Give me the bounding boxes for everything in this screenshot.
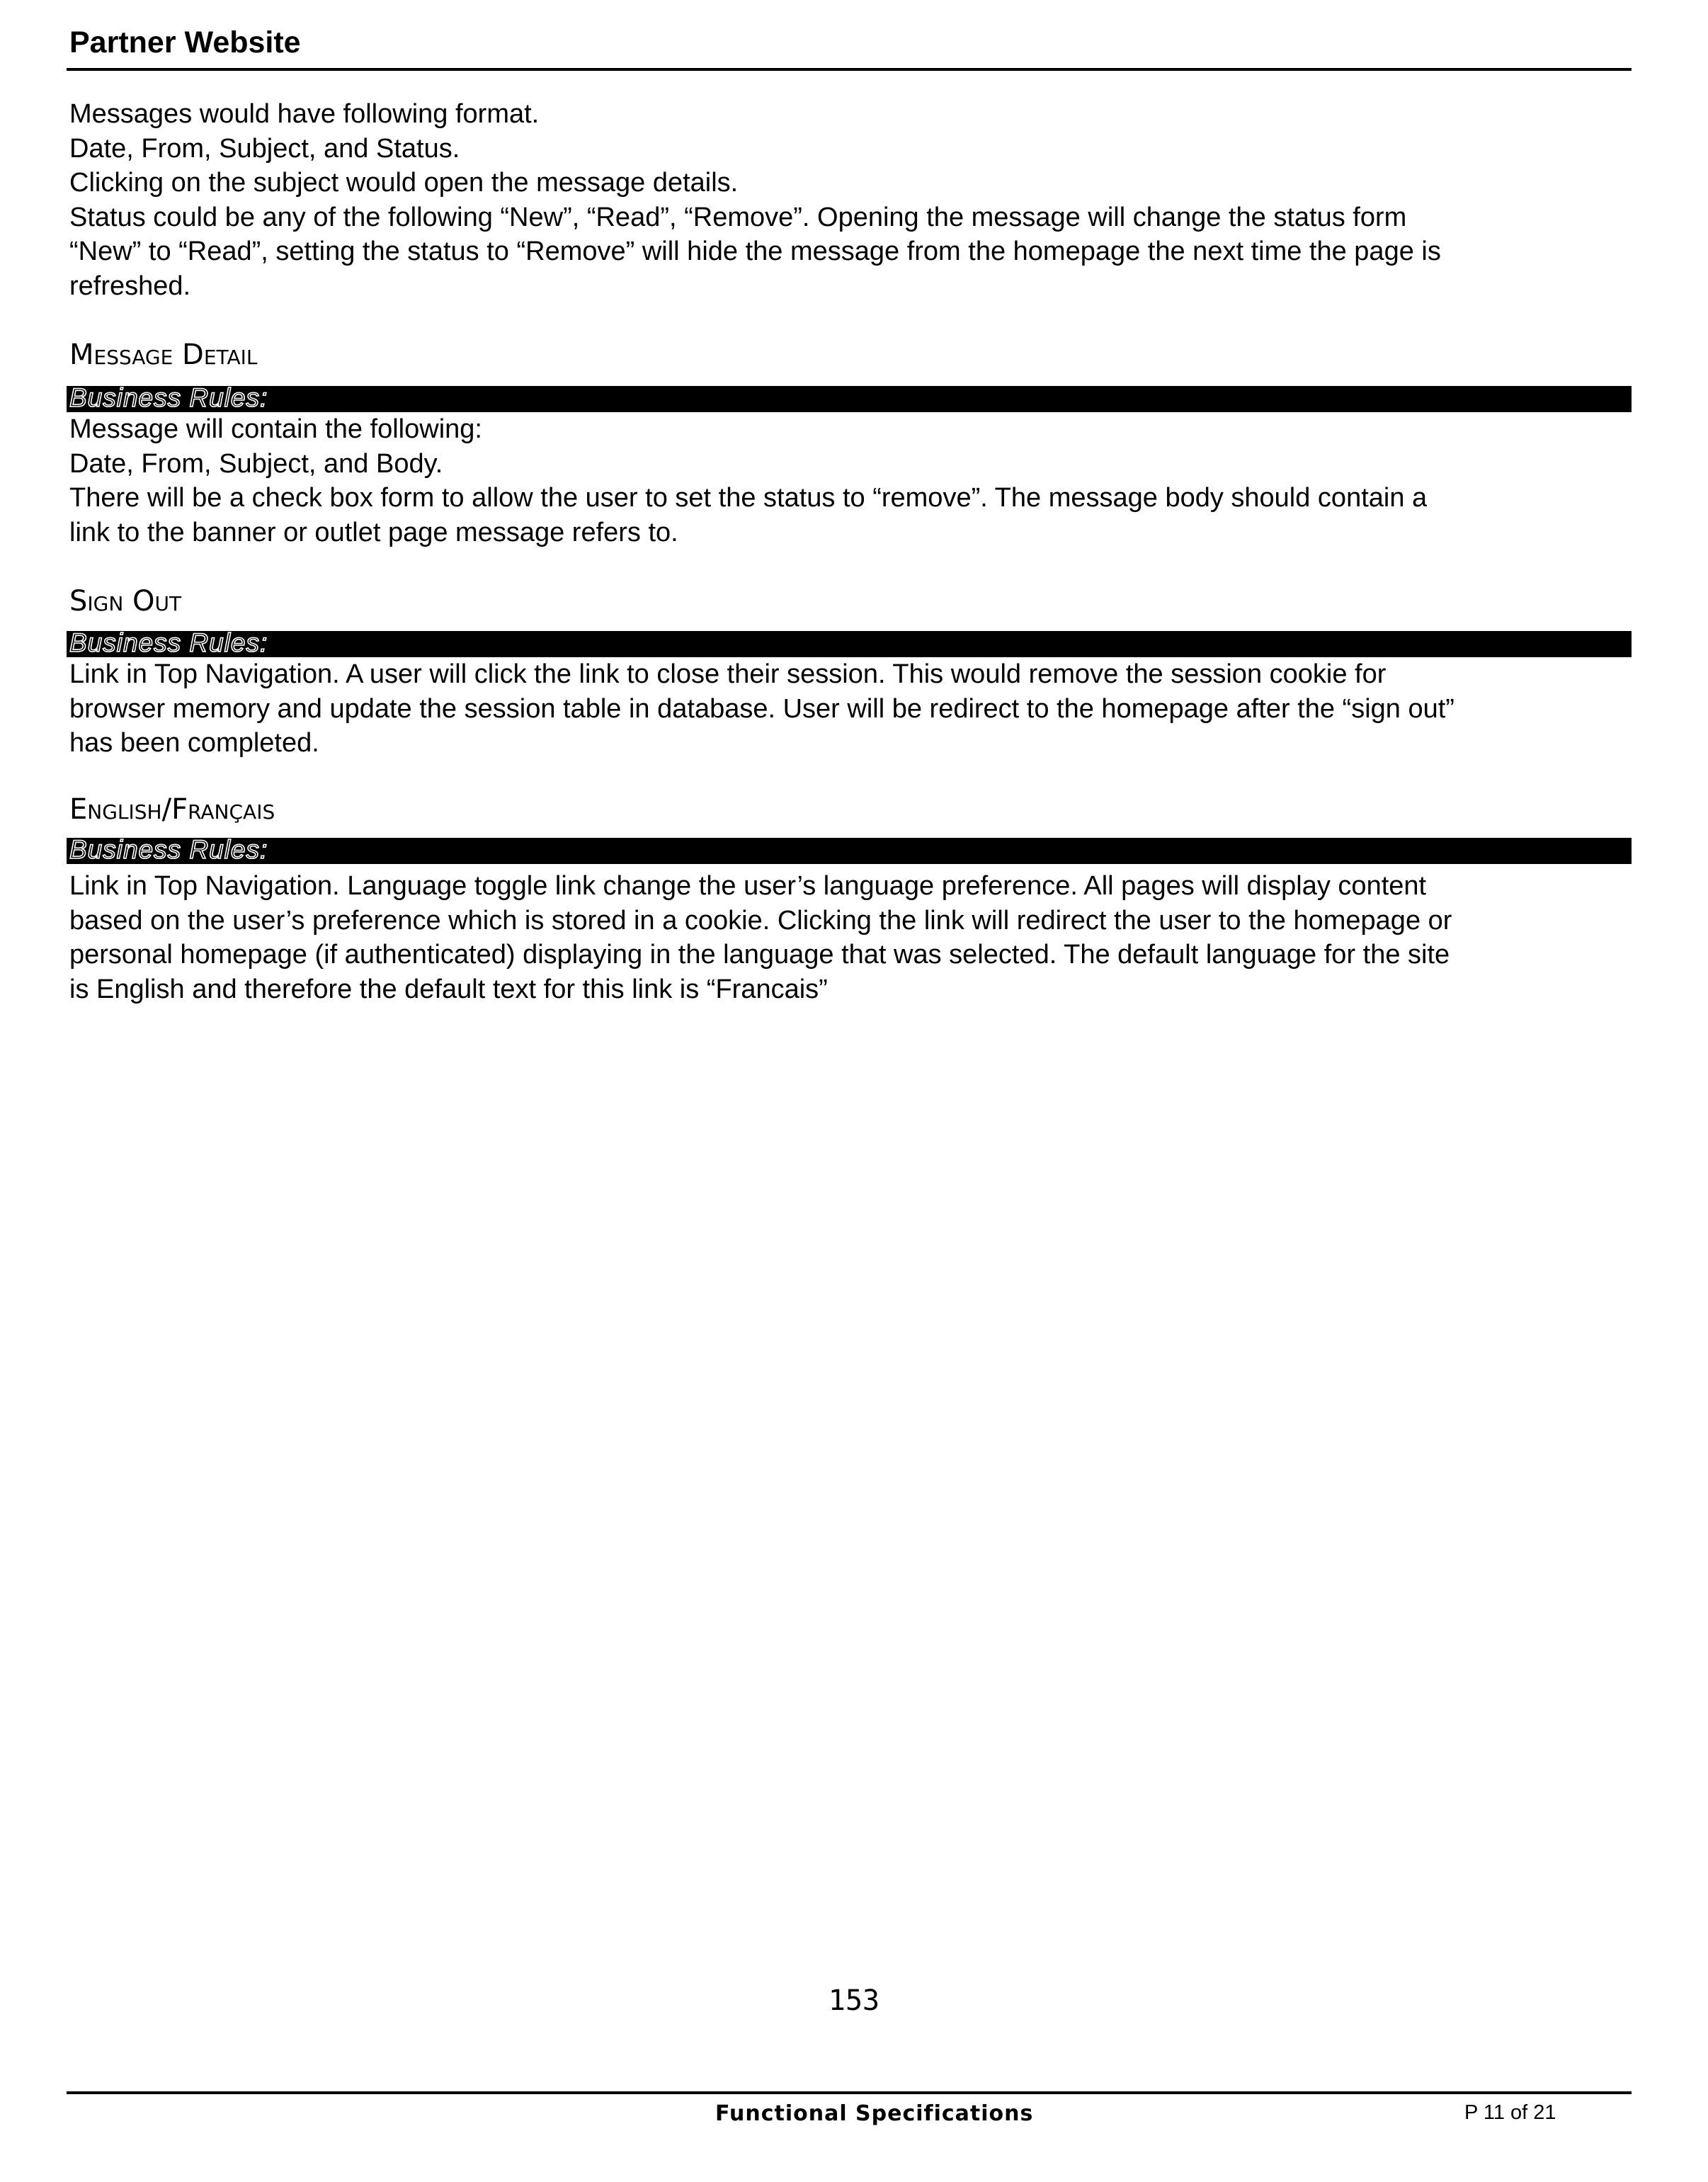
text-line: has been completed. <box>69 726 1454 761</box>
section-heading-language: English/Français <box>69 793 275 826</box>
business-rules-bar <box>67 631 1632 657</box>
text-line: refreshed. <box>69 269 1441 304</box>
business-rules-label: Business Rules: <box>69 628 268 658</box>
intro-paragraph <box>69 97 1441 303</box>
text-line: Status could be any of the following “New”, “Read”, “Remove”. Opening the message will change the status form <box>69 200 1441 235</box>
message-detail-paragraph <box>69 412 1427 550</box>
footer-title: Functional Specifications <box>715 2101 1033 2126</box>
header-rule <box>67 68 1632 71</box>
text-line: link to the banner or outlet page message refers to. <box>69 516 1427 550</box>
text-line: based on the user’s preference which is stored in a cookie. Clicking the link will redirect the user to the homepage or <box>69 904 1452 938</box>
business-rules-bar <box>67 386 1632 412</box>
text-line: Date, From, Subject, and Body. <box>69 447 1427 482</box>
text-line: browser memory and update the session table in database. User will be redirect to the homepage after the “sign out” <box>69 692 1454 727</box>
text-line: Link in Top Navigation. Language toggle link change the user’s language preference. All pages will display content <box>69 869 1452 904</box>
sign-out-paragraph <box>69 657 1454 761</box>
page-header-title: Partner Website <box>69 25 301 60</box>
text-line: Message will contain the following: <box>69 412 1427 447</box>
business-rules-bar <box>67 838 1632 864</box>
text-line: Clicking on the subject would open the message details. <box>69 166 1441 200</box>
text-line: is English and therefore the default text for this link is “Francais” <box>69 972 1452 1007</box>
text-line: Date, From, Subject, and Status. <box>69 132 1441 166</box>
section-heading-message-detail: Message Detail <box>69 339 257 371</box>
text-line: “New” to “Read”, setting the status to “Remove” will hide the message from the homepage the next time the page is <box>69 234 1441 269</box>
text-line: personal homepage (if authenticated) displaying in the language that was selected. The default language for the site <box>69 938 1452 972</box>
footer-page-indicator: P 11 of 21 <box>1464 2101 1556 2125</box>
language-paragraph <box>69 869 1452 1006</box>
text-line: Link in Top Navigation. A user will click the link to close their session. This would remove the session cookie for <box>69 657 1454 692</box>
text-line: There will be a check box form to allow the user to set the status to “remove”. The message body should contain a <box>69 481 1427 516</box>
business-rules-label: Business Rules: <box>69 383 268 413</box>
text-line: Messages would have following format. <box>69 97 1441 132</box>
page-number: 153 <box>0 1984 1708 2017</box>
footer-rule <box>67 2091 1632 2094</box>
section-heading-sign-out: Sign Out <box>69 585 181 618</box>
business-rules-label: Business Rules: <box>69 835 268 865</box>
